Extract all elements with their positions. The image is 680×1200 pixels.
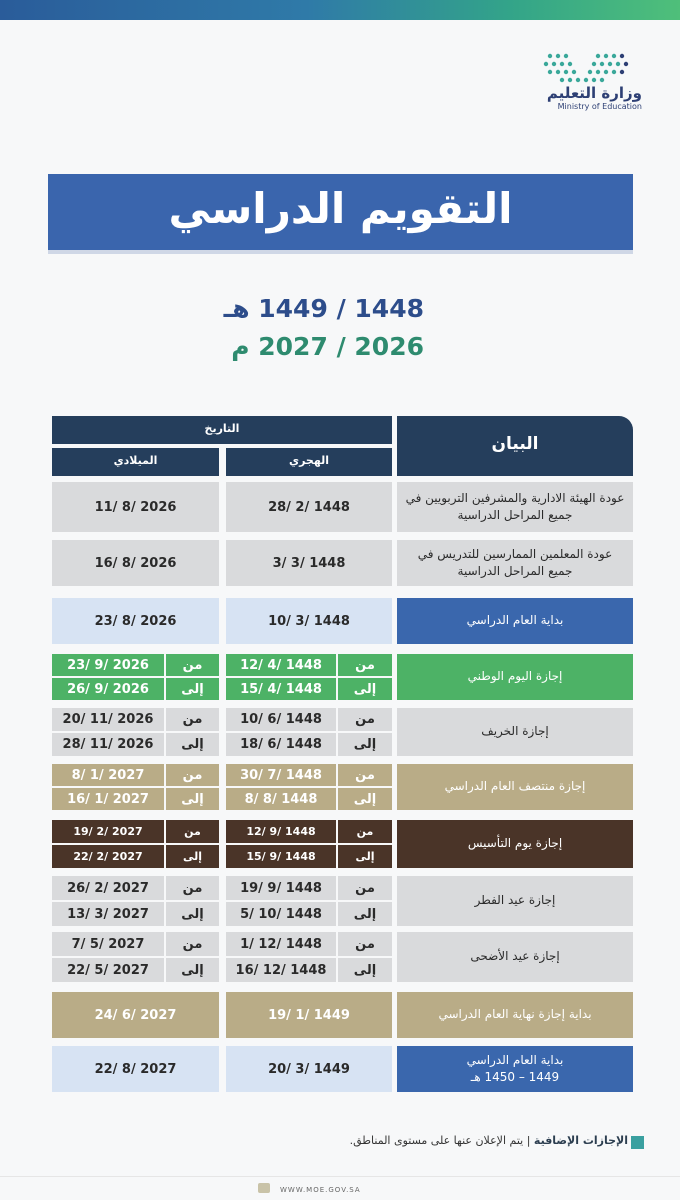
footer-divider: [0, 1176, 680, 1177]
row-label: بداية العام الدراسي: [397, 598, 633, 644]
top-gradient-bar: [0, 0, 680, 20]
gregorian-date: 24/ 6/ 2027: [52, 992, 219, 1038]
hijri-from-label: من: [338, 764, 392, 786]
header-hijri: [226, 448, 392, 476]
header-gregorian-label: الميلادي: [113, 454, 158, 467]
page-title: التقويم الدراسي: [168, 184, 513, 233]
hijri-from-label: من: [338, 932, 392, 956]
gregorian-to-label: إلى: [166, 845, 219, 868]
hijri-from-date: 19/ 9/ 1448: [226, 876, 336, 900]
hijri-to-date: 8/ 8/ 1448: [226, 788, 336, 810]
gregorian-date: 23/ 8/ 2026: [52, 598, 219, 644]
hijri-from-label: من: [338, 820, 392, 843]
hijri-date: 10/ 3/ 1448: [226, 598, 392, 644]
gregorian-date: 16/ 8/ 2026: [52, 540, 219, 586]
hijri-to-date: 15/ 9/ 1448: [226, 845, 336, 868]
footnote: [350, 1134, 628, 1147]
gregorian-from-label: من: [166, 876, 219, 900]
gregorian-from-date: 19/ 2/ 2027: [52, 820, 164, 843]
gregorian-from-label: من: [166, 932, 219, 956]
gregorian-to-label: إلى: [166, 678, 219, 700]
gregorian-from-date: 26/ 2/ 2027: [52, 876, 164, 900]
hijri-to-label: إلى: [338, 733, 392, 756]
gregorian-from-date: 7/ 5/ 2027: [52, 932, 164, 956]
hijri-from-date: 30/ 7/ 1448: [226, 764, 336, 786]
row-label: إجازة منتصف العام الدراسي: [397, 764, 633, 810]
hijri-from-label: من: [338, 654, 392, 676]
gregorian-to-label: إلى: [166, 733, 219, 756]
logo-dots-icon: [538, 48, 638, 88]
gregorian-from-label: من: [166, 820, 219, 843]
gregorian-to-date: 16/ 1/ 2027: [52, 788, 164, 810]
hijri-date: 3/ 3/ 1448: [226, 540, 392, 586]
footer-url[interactable]: WWW.MOE.GOV.SA: [280, 1186, 361, 1194]
hijri-to-date: 18/ 6/ 1448: [226, 733, 336, 756]
header-date: [52, 416, 392, 444]
gregorian-to-date: 22/ 5/ 2027: [52, 958, 164, 982]
header-date-label: التاريخ: [204, 422, 240, 435]
hijri-to-date: 5/ 10/ 1448: [226, 902, 336, 926]
footnote-bold: الإجازات الإضافية: [533, 1134, 628, 1147]
hijri-to-label: إلى: [338, 788, 392, 810]
row-label: [397, 1046, 633, 1092]
gregorian-to-label: إلى: [166, 788, 219, 810]
hijri-to-label: إلى: [338, 902, 392, 926]
hijri-date: 28/ 2/ 1448: [226, 482, 392, 532]
gregorian-to-label: إلى: [166, 902, 219, 926]
hijri-to-date: 16/ 12/ 1448: [226, 958, 336, 982]
gregorian-from-label: من: [166, 654, 219, 676]
footnote-text: | يتم الإعلان عنها على مستوى المناطق.: [349, 1134, 531, 1147]
gregorian-year-range: 2026 / 2027 م: [231, 332, 424, 361]
row-label: إجازة عيد الفطر: [397, 876, 633, 926]
logo-arabic-text: وزارة التعليم: [546, 84, 642, 102]
row-label: إجازة يوم التأسيس: [397, 820, 633, 868]
gregorian-from-label: من: [166, 708, 219, 731]
row-label: إجازة عيد الأضحى: [397, 932, 633, 982]
logo-english-text: Ministry of Education: [557, 102, 642, 111]
hijri-from-date: 10/ 6/ 1448: [226, 708, 336, 731]
gregorian-to-date: 28/ 11/ 2026: [52, 733, 164, 756]
gregorian-to-date: 22/ 2/ 2027: [52, 845, 164, 868]
row-label-line1: بداية العام الدراسي: [466, 1052, 564, 1067]
row-label: عودة الهيئة الادارية والمشرفين التربويين في جميع المراحل الدراسية: [397, 482, 633, 532]
title-banner: [48, 174, 633, 250]
row-label: إجازة الخريف: [397, 708, 633, 756]
gregorian-from-date: 23/ 9/ 2026: [52, 654, 164, 676]
hijri-to-date: 15/ 4/ 1448: [226, 678, 336, 700]
row-label: إجازة اليوم الوطني: [397, 654, 633, 700]
hijri-from-label: من: [338, 876, 392, 900]
gregorian-to-label: إلى: [166, 958, 219, 982]
gregorian-to-date: 13/ 3/ 2027: [52, 902, 164, 926]
gregorian-from-date: 20/ 11/ 2026: [52, 708, 164, 731]
row-label-line2: 1449 – 1450 هـ: [470, 1070, 560, 1084]
hijri-date: 20/ 3/ 1449: [226, 1046, 392, 1092]
gregorian-from-label: من: [166, 764, 219, 786]
hijri-to-label: إلى: [338, 958, 392, 982]
header-statement: [397, 416, 633, 476]
hijri-to-label: إلى: [338, 845, 392, 868]
hijri-from-label: من: [338, 708, 392, 731]
hijri-to-label: إلى: [338, 678, 392, 700]
header-statement-label: البيان: [491, 434, 539, 454]
hijri-year-range: 1448 / 1449 هـ: [223, 294, 424, 323]
footer-emblem-icon: [258, 1183, 270, 1193]
hijri-from-date: 1/ 12/ 1448: [226, 932, 336, 956]
hijri-from-date: 12/ 4/ 1448: [226, 654, 336, 676]
row-label: عودة المعلمين الممارسين للتدريس في جميع المراحل الدراسية: [397, 540, 633, 586]
gregorian-date: 22/ 8/ 2027: [52, 1046, 219, 1092]
hijri-from-date: 12/ 9/ 1448: [226, 820, 336, 843]
gregorian-date: 11/ 8/ 2026: [52, 482, 219, 532]
header-hijri-label: الهجري: [288, 454, 329, 467]
header-gregorian: [52, 448, 219, 476]
note-square-icon: [631, 1136, 644, 1149]
gregorian-to-date: 26/ 9/ 2026: [52, 678, 164, 700]
row-label: بداية إجازة نهاية العام الدراسي: [397, 992, 633, 1038]
hijri-date: 19/ 1/ 1449: [226, 992, 392, 1038]
gregorian-from-date: 8/ 1/ 2027: [52, 764, 164, 786]
